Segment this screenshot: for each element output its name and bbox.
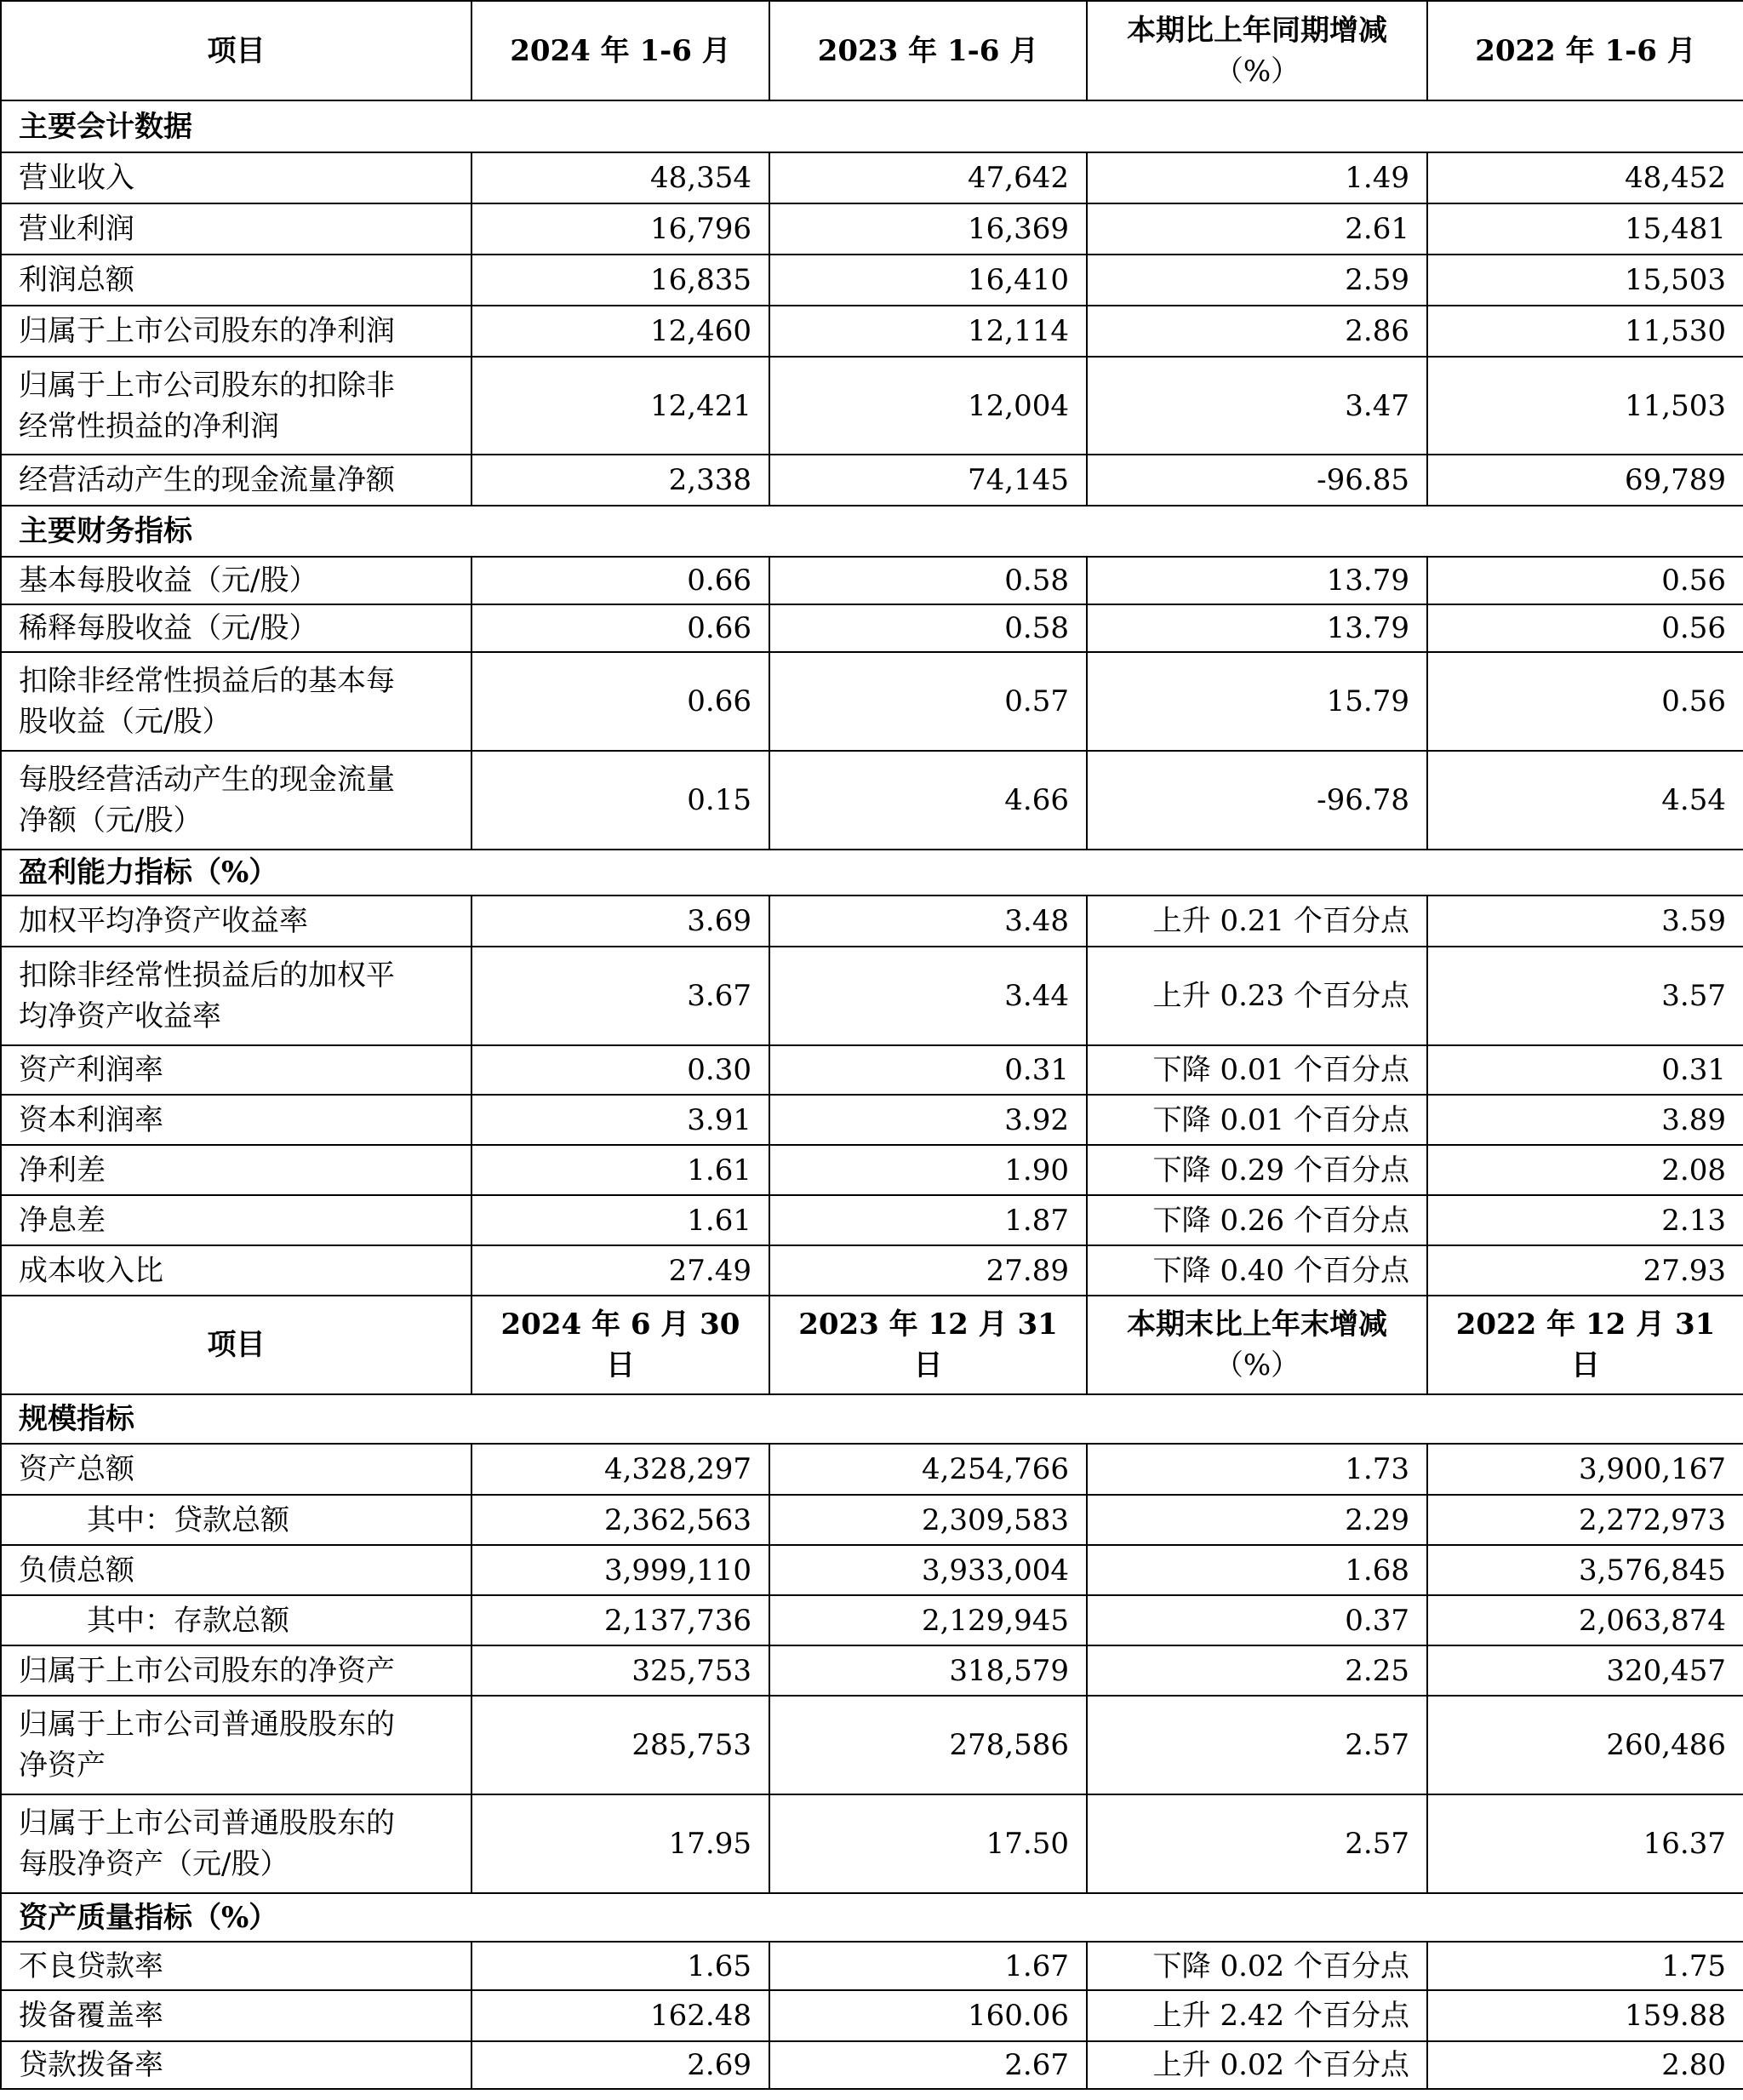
cell-value: 4,328,297 <box>471 1444 769 1495</box>
row-label: 利润总额 <box>1 255 471 306</box>
cell-value: 3.57 <box>1427 947 1743 1045</box>
header-period-2022-cell: 2022 年 1-6 月 <box>1427 1 1743 100</box>
cell-value: 0.56 <box>1427 604 1743 652</box>
cell-value: 2,137,736 <box>471 1595 769 1645</box>
header-date-2022-cell: 2022 年 12 月 31 日 <box>1427 1296 1743 1394</box>
cell-change: 上升 0.02 个百分点 <box>1087 2041 1427 2089</box>
section-title-profitability: 盈利能力指标（%） <box>1 850 1743 896</box>
cell-value: 2.69 <box>471 2041 769 2089</box>
header-item-cell: 项目 <box>1 1 471 100</box>
row-label-line2: 净资产 <box>19 1748 106 1782</box>
cell-value: 2,362,563 <box>471 1495 769 1545</box>
row-label-line1: 归属于上市公司普通股股东的 <box>19 1806 395 1840</box>
section-row <box>1 506 1743 557</box>
cell-change: 2.29 <box>1087 1495 1427 1545</box>
cell-change: 2.59 <box>1087 255 1427 306</box>
row-label: 其中：贷款总额 <box>1 1495 471 1545</box>
row-label: 归属于上市公司股东的净利润 <box>1 306 471 357</box>
cell-value: 3,576,845 <box>1427 1545 1743 1595</box>
row-label <box>1 357 471 455</box>
cell-value: 318,579 <box>769 1645 1087 1696</box>
cell-value: 0.31 <box>1427 1045 1743 1095</box>
cell-value: 3.67 <box>471 947 769 1045</box>
cell-value: 27.93 <box>1427 1245 1743 1296</box>
table-row <box>1 1696 1743 1794</box>
row-label: 归属于上市公司股东的净资产 <box>1 1645 471 1696</box>
cell-value: 159.88 <box>1427 1990 1743 2041</box>
section-title-asset-quality: 资产质量指标（%） <box>1 1893 1743 1942</box>
table-row <box>1 1595 1743 1645</box>
row-label-line2: 均净资产收益率 <box>19 999 221 1033</box>
cell-value: 285,753 <box>471 1696 769 1794</box>
cell-value: 0.56 <box>1427 557 1743 604</box>
cell-change: 上升 0.21 个百分点 <box>1087 896 1427 947</box>
cell-change: 上升 0.23 个百分点 <box>1087 947 1427 1045</box>
cell-change: 2.61 <box>1087 203 1427 255</box>
row-label-line2: 股收益（元/股） <box>19 705 231 739</box>
cell-value: 47,642 <box>769 152 1087 203</box>
cell-value: 3.59 <box>1427 896 1743 947</box>
cell-value: 16,369 <box>769 203 1087 255</box>
table-row <box>1 1495 1743 1545</box>
cell-value: 27.49 <box>471 1245 769 1296</box>
cell-value: 0.58 <box>769 604 1087 652</box>
table-row <box>1 1645 1743 1696</box>
cell-value: 0.31 <box>769 1045 1087 1095</box>
cell-value: 1.75 <box>1427 1942 1743 1990</box>
cell-value: 17.50 <box>769 1794 1087 1893</box>
header-date-2023-cell: 2023 年 12 月 31 日 <box>769 1296 1087 1394</box>
header-date-2024-cell: 2024 年 6 月 30 日 <box>471 1296 769 1394</box>
row-label-line1: 扣除非经常性损益后的基本每 <box>19 664 395 698</box>
row-label: 贷款拨备率 <box>1 2041 471 2089</box>
cell-value: 1.65 <box>471 1942 769 1990</box>
cell-change: 2.86 <box>1087 306 1427 357</box>
row-label <box>1 947 471 1045</box>
row-label-line2: 经常性损益的净利润 <box>19 409 279 443</box>
header-change-cell <box>1087 1296 1427 1394</box>
row-label: 营业利润 <box>1 203 471 255</box>
header-change-cell <box>1087 1 1427 100</box>
header-change-line2: （%） <box>1214 54 1300 89</box>
cell-value: 160.06 <box>769 1990 1087 2041</box>
cell-change: 2.57 <box>1087 1794 1427 1893</box>
table-row <box>1 652 1743 751</box>
table-row <box>1 1545 1743 1595</box>
cell-value: 0.15 <box>471 751 769 850</box>
cell-value: 4.54 <box>1427 751 1743 850</box>
cell-value: 3,933,004 <box>769 1545 1087 1595</box>
table-row <box>1 1794 1743 1893</box>
cell-value: 162.48 <box>471 1990 769 2041</box>
cell-value: 74,145 <box>769 455 1087 506</box>
cell-change: 1.49 <box>1087 152 1427 203</box>
table-row <box>1 604 1743 652</box>
cell-change: 下降 0.40 个百分点 <box>1087 1245 1427 1296</box>
header-period-2023-cell: 2023 年 1-6 月 <box>769 1 1087 100</box>
cell-value: 0.66 <box>471 557 769 604</box>
cell-value: 11,503 <box>1427 357 1743 455</box>
cell-value: 278,586 <box>769 1696 1087 1794</box>
cell-value: 12,004 <box>769 357 1087 455</box>
cell-value: 2,272,973 <box>1427 1495 1743 1545</box>
section-row <box>1 100 1743 152</box>
table-row <box>1 947 1743 1045</box>
section-row <box>1 850 1743 896</box>
cell-change: -96.78 <box>1087 751 1427 850</box>
header-period-2024-cell: 2024 年 1-6 月 <box>471 1 769 100</box>
cell-value: 260,486 <box>1427 1696 1743 1794</box>
cell-value: 12,460 <box>471 306 769 357</box>
cell-value: 3.92 <box>769 1095 1087 1145</box>
table-header-row <box>1 1 1743 100</box>
cell-change: 下降 0.02 个百分点 <box>1087 1942 1427 1990</box>
cell-value: 2,063,874 <box>1427 1595 1743 1645</box>
cell-value: 1.67 <box>769 1942 1087 1990</box>
cell-value: 2.67 <box>769 2041 1087 2089</box>
cell-change: 1.68 <box>1087 1545 1427 1595</box>
section-row <box>1 1394 1743 1444</box>
table-row <box>1 203 1743 255</box>
header-item-cell: 项目 <box>1 1296 471 1394</box>
row-label: 负债总额 <box>1 1545 471 1595</box>
cell-value: 1.87 <box>769 1195 1087 1245</box>
cell-value: 16,410 <box>769 255 1087 306</box>
cell-value: 27.89 <box>769 1245 1087 1296</box>
row-label: 净息差 <box>1 1195 471 1245</box>
row-label: 加权平均净资产收益率 <box>1 896 471 947</box>
cell-value: 2,129,945 <box>769 1595 1087 1645</box>
row-label: 成本收入比 <box>1 1245 471 1296</box>
cell-value: 4,254,766 <box>769 1444 1087 1495</box>
cell-value: 1.90 <box>769 1145 1087 1195</box>
table-row <box>1 1245 1743 1296</box>
table-row <box>1 1990 1743 2041</box>
row-label: 经营活动产生的现金流量净额 <box>1 455 471 506</box>
row-label: 拨备覆盖率 <box>1 1990 471 2041</box>
table-row <box>1 1195 1743 1245</box>
cell-value: 320,457 <box>1427 1645 1743 1696</box>
table-row <box>1 2041 1743 2089</box>
table-row <box>1 751 1743 850</box>
cell-value: 48,354 <box>471 152 769 203</box>
cell-value: 0.30 <box>471 1045 769 1095</box>
row-label: 净利差 <box>1 1145 471 1195</box>
cell-value: 16,796 <box>471 203 769 255</box>
section-title-scale: 规模指标 <box>1 1394 1743 1444</box>
cell-change: 13.79 <box>1087 604 1427 652</box>
section-title-financial: 主要财务指标 <box>1 506 1743 557</box>
table-row <box>1 255 1743 306</box>
table-row <box>1 1045 1743 1095</box>
row-label-line1: 每股经营活动产生的现金流量 <box>19 763 395 797</box>
cell-value: 2,309,583 <box>769 1495 1087 1545</box>
cell-value: 48,452 <box>1427 152 1743 203</box>
table-row <box>1 152 1743 203</box>
cell-value: 2.13 <box>1427 1195 1743 1245</box>
row-label: 其中：存款总额 <box>1 1595 471 1645</box>
row-label-line2: 净额（元/股） <box>19 804 203 838</box>
cell-change: 2.57 <box>1087 1696 1427 1794</box>
row-label <box>1 1696 471 1794</box>
cell-value: 1.61 <box>471 1195 769 1245</box>
row-label <box>1 652 471 751</box>
cell-value: 3.44 <box>769 947 1087 1045</box>
cell-value: 0.56 <box>1427 652 1743 751</box>
row-label <box>1 751 471 850</box>
cell-change: 下降 0.01 个百分点 <box>1087 1095 1427 1145</box>
row-label: 稀释每股收益（元/股） <box>1 604 471 652</box>
table-row <box>1 455 1743 506</box>
cell-value: 0.57 <box>769 652 1087 751</box>
section-row <box>1 1893 1743 1942</box>
cell-change: 下降 0.29 个百分点 <box>1087 1145 1427 1195</box>
cell-change: 下降 0.01 个百分点 <box>1087 1045 1427 1095</box>
cell-value: 3.89 <box>1427 1095 1743 1145</box>
header-change-line1: 本期末比上年末增减 <box>1127 1307 1387 1342</box>
cell-value: 12,114 <box>769 306 1087 357</box>
table-row <box>1 1444 1743 1495</box>
row-label-line1: 扣除非经常性损益后的加权平 <box>19 958 395 993</box>
cell-value: 17.95 <box>471 1794 769 1893</box>
cell-value: 15,481 <box>1427 203 1743 255</box>
table-row <box>1 306 1743 357</box>
header-change-line1: 本期比上年同期增减 <box>1127 13 1387 48</box>
table-row <box>1 896 1743 947</box>
row-label-line1: 归属于上市公司股东的扣除非 <box>19 368 395 403</box>
cell-change: 0.37 <box>1087 1595 1427 1645</box>
cell-value: 0.66 <box>471 604 769 652</box>
cell-change: -96.85 <box>1087 455 1427 506</box>
row-label: 资产总额 <box>1 1444 471 1495</box>
row-label <box>1 1794 471 1893</box>
table-header-row <box>1 1296 1743 1394</box>
cell-value: 3,999,110 <box>471 1545 769 1595</box>
table-row <box>1 1095 1743 1145</box>
cell-value: 2.80 <box>1427 2041 1743 2089</box>
cell-value: 1.61 <box>471 1145 769 1195</box>
row-label: 营业收入 <box>1 152 471 203</box>
cell-value: 3.91 <box>471 1095 769 1145</box>
cell-change: 下降 0.26 个百分点 <box>1087 1195 1427 1245</box>
cell-value: 11,530 <box>1427 306 1743 357</box>
cell-value: 3.48 <box>769 896 1087 947</box>
row-label-line1: 归属于上市公司普通股股东的 <box>19 1708 395 1742</box>
row-label: 资产利润率 <box>1 1045 471 1095</box>
cell-value: 12,421 <box>471 357 769 455</box>
cell-value: 2.08 <box>1427 1145 1743 1195</box>
table-row <box>1 357 1743 455</box>
cell-change: 2.25 <box>1087 1645 1427 1696</box>
cell-change: 1.73 <box>1087 1444 1427 1495</box>
cell-value: 2,338 <box>471 455 769 506</box>
cell-value: 4.66 <box>769 751 1087 850</box>
cell-value: 0.58 <box>769 557 1087 604</box>
cell-value: 69,789 <box>1427 455 1743 506</box>
cell-change: 15.79 <box>1087 652 1427 751</box>
header-change-line2: （%） <box>1214 1348 1300 1382</box>
cell-value: 15,503 <box>1427 255 1743 306</box>
cell-change: 上升 2.42 个百分点 <box>1087 1990 1427 2041</box>
cell-value: 0.66 <box>471 652 769 751</box>
section-title-accounting: 主要会计数据 <box>1 100 1743 152</box>
row-label: 不良贷款率 <box>1 1942 471 1990</box>
row-label-line2: 每股净资产（元/股） <box>19 1847 289 1881</box>
cell-value: 16,835 <box>471 255 769 306</box>
cell-value: 3.69 <box>471 896 769 947</box>
cell-value: 3,900,167 <box>1427 1444 1743 1495</box>
cell-value: 325,753 <box>471 1645 769 1696</box>
cell-change: 13.79 <box>1087 557 1427 604</box>
table-row <box>1 1942 1743 1990</box>
table-row <box>1 1145 1743 1195</box>
row-label: 基本每股收益（元/股） <box>1 557 471 604</box>
row-label: 资本利润率 <box>1 1095 471 1145</box>
cell-value: 16.37 <box>1427 1794 1743 1893</box>
cell-change: 3.47 <box>1087 357 1427 455</box>
table-row <box>1 557 1743 604</box>
